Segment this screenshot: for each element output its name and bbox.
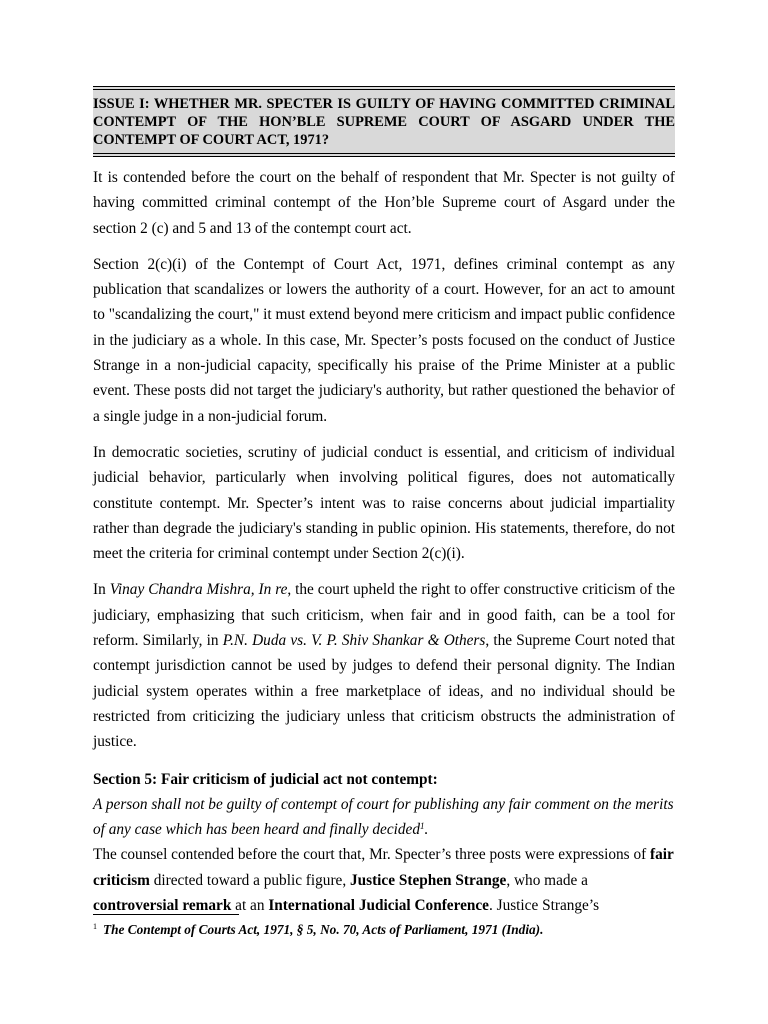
case-name-pn-duda: P.N. Duda vs. V. P. Shiv Shankar & Others bbox=[222, 632, 486, 650]
text-run: , the Supreme Court noted that contempt jurisdiction cannot be used by judges to defend their personal dignity. The Indian judicial system operates within a free marketplace of ideas, and no individual should be restricted from criticizing the judiciary unless that criticism obstructs the administration of justice. bbox=[93, 632, 675, 751]
bold-justice-stephen-strange: Justice Stephen Strange bbox=[349, 871, 507, 889]
case-name-vinay-chandra-mishra: Vinay Chandra Mishra, In re bbox=[109, 581, 288, 599]
paragraph-fair-criticism bbox=[93, 842, 675, 918]
section-5-heading: Section 5: Fair criticism of judicial act not contempt: bbox=[93, 770, 438, 788]
bold-international-judicial-conference: International Judicial Conference bbox=[268, 897, 489, 915]
paragraph-democratic-scrutiny: In democratic societies, scrutiny of judicial conduct is essential, and criticism of individual judicial behavior, particularly when involving political figures, does not automatically constitute contempt. Mr. Specter’s intent was to raise concerns about judicial impartiality rather than degrade the judiciary's standing in public opinion. His statements, therefore, do not meet the criteria for criminal contempt under Section 2(c)(i). bbox=[93, 443, 675, 563]
paragraph-section-2c: Section 2(c)(i) of the Contempt of Court Act, 1971, defines criminal contempt as any publication that scandalizes or lowers the authority of a court. However, for an act to amount to "scandalizing the court," it must extend beyond mere criticism and impact public confidence in the judiciary as a whole. In this case, Mr. Specter’s posts focused on the conduct of Justice Strange in a non-judicial capacity, specifically his praise of the Prime Minister at a public event. These posts did not target the judiciary's authority, but rather questioned the behavior of a single judge in a non-judicial forum. bbox=[93, 255, 675, 425]
footnote-marker: 1 bbox=[93, 922, 97, 931]
text-run: directed toward a public figure, bbox=[149, 871, 350, 889]
quote-text: A person shall not be guilty of contempt of court for publishing any fair comment on the merits of any case which has been heard and finally decided bbox=[93, 795, 674, 839]
text-run: In bbox=[93, 581, 110, 599]
footnote-reference[interactable]: 1 bbox=[419, 821, 425, 832]
issue-title: ISSUE I: WHETHER MR. SPECTER IS GUILTY OF HAVING COMMITTED CRIMINAL CONTEMPT OF THE HON’BLE SUPREME COURT OF ASGARD UNDER THE CONTEMPT OF COURT ACT, 1971? bbox=[93, 96, 675, 148]
paragraph-contention: It is contended before the court on the behalf of respondent that Mr. Specter is not guilty of having committed criminal contempt of the Hon’ble Supreme court of Asgard under the section 2 (c) and 5 and 13 of the contempt court act. bbox=[93, 169, 675, 237]
footnote-separator bbox=[93, 914, 239, 915]
text-run: . Justice Strange’s bbox=[488, 897, 600, 915]
section-5-quote bbox=[93, 792, 675, 843]
footnote bbox=[93, 918, 693, 939]
bold-fair-criticism: fair criticism bbox=[93, 846, 674, 889]
text-run: , the court upheld the right to offer constructive criticism of the judiciary, emphasizing that such criticism, when fair and in good faith, can be a tool for reform. Similarly, in bbox=[93, 581, 675, 650]
text-run: , who made a bbox=[506, 871, 588, 889]
footnote-text: The Contempt of Courts Act, 1971, § 5, No. 70, Acts of Parliament, 1971 (India). bbox=[103, 922, 544, 937]
text-run: at an bbox=[231, 897, 269, 915]
paragraph-case-law bbox=[93, 577, 675, 754]
issue-heading-box bbox=[93, 86, 675, 157]
document-page bbox=[93, 86, 675, 918]
text-run: The counsel contended before the court that, Mr. Specter’s three posts were expressions of bbox=[93, 846, 651, 864]
quote-end: . bbox=[424, 821, 429, 839]
bold-controversial-remark: controversial remark bbox=[93, 897, 232, 915]
